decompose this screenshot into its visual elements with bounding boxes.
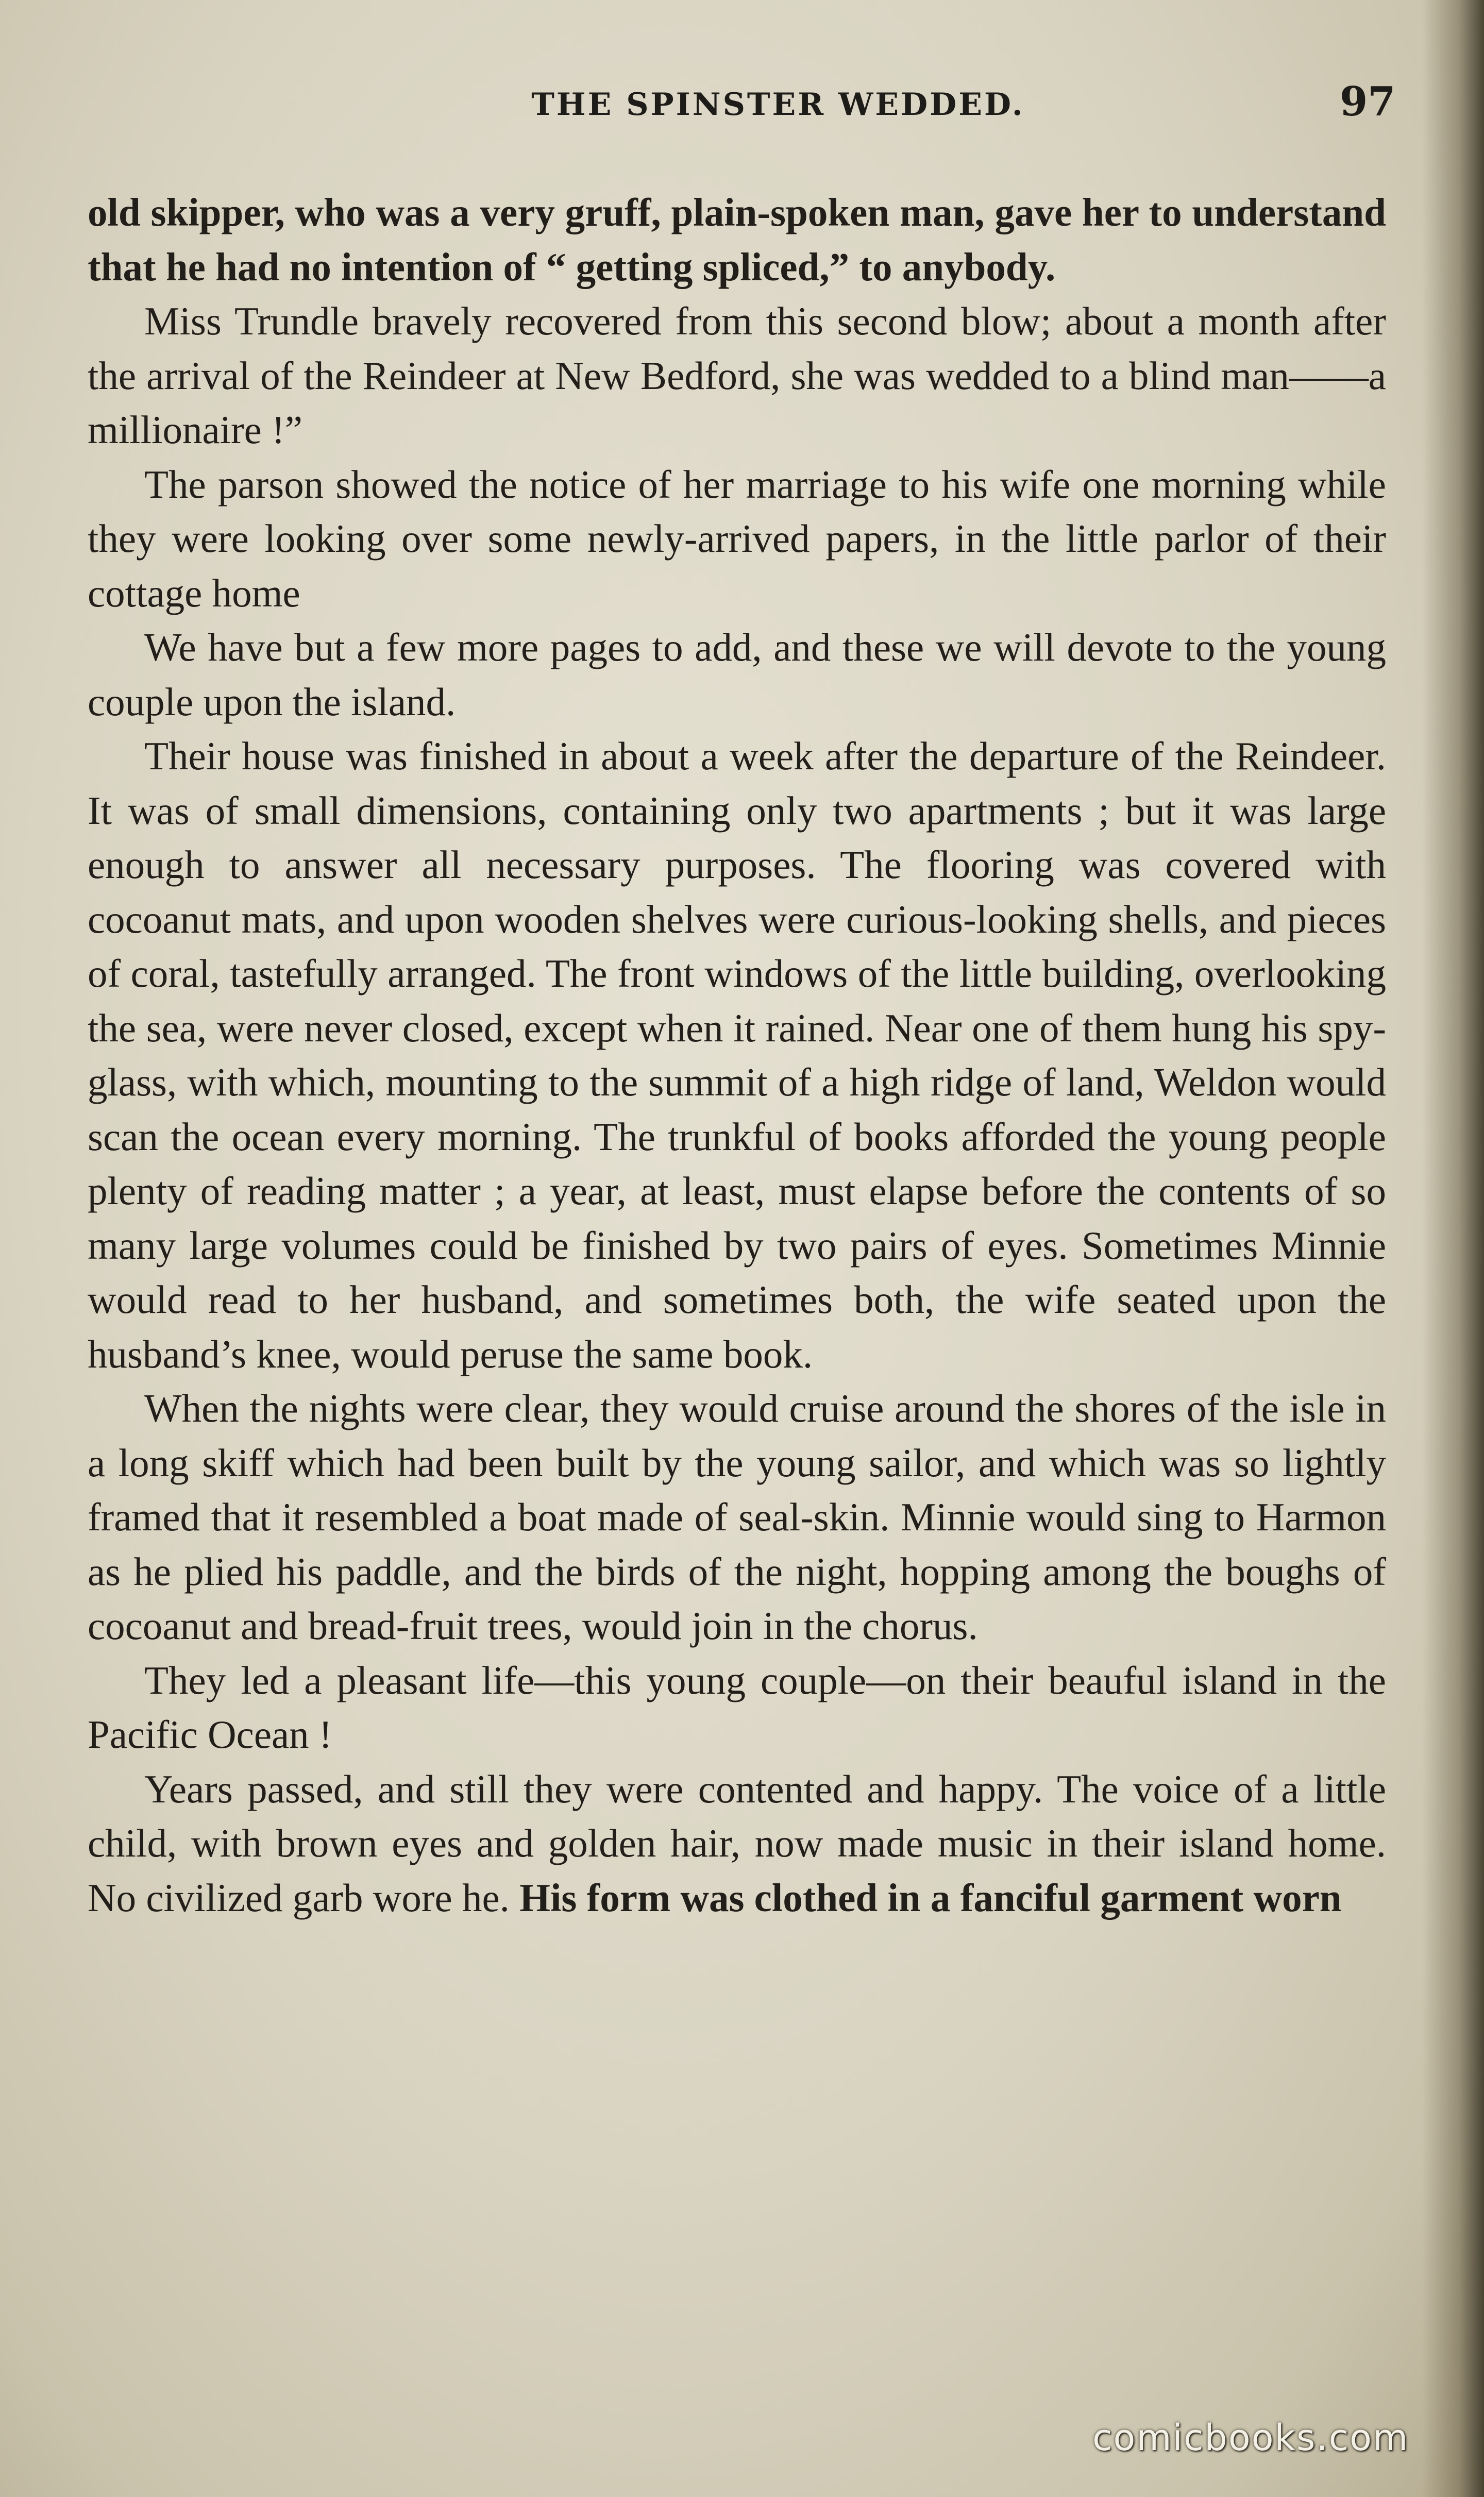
paragraph-4: We have but a few more pages to add, and these we will devote to the young couple upon the island. <box>88 625 1386 724</box>
running-title: THE SPINSTER WEDDED. <box>531 87 1025 123</box>
paragraph-2: Miss Trundle bravely recovered from this second blow; about a month after the arrival of the Reindeer at New Bedford, she was wedded to a blind man——a millionaire !” <box>88 299 1386 452</box>
page-number: 97 <box>1340 78 1396 125</box>
paragraph-6: When the nights were clear, they would cruise around the shores of the isle in a long skiff which had been built by the young sailor, and which was so lightly framed that it resembled a boat made of seal-skin. Minnie would sing to Harmon as he plied his paddle, and the birds of the night, hopping among the boughs of cocoanut and bread-fruit trees, would join in the chorus. <box>88 1386 1386 1648</box>
paragraph-7: They led a pleasant life—this young couple—on their beauful island in the Pacific Ocean ! <box>88 1658 1386 1757</box>
paragraph-8-text: Years passed, and still they were contented and happy. The voice of a little child, with brown eyes and golden hair, now made music in their island home. No civilized garb wore he. <box>88 1766 1386 1920</box>
body-text <box>88 185 1386 1925</box>
last-line-tail: His form was clothed in a fanciful garment worn <box>519 1875 1342 1920</box>
watermark: comicbooks.com <box>1092 2417 1409 2459</box>
paragraph-5: Their house was finished in about a week after the departure of the Reindeer. It was of small dimensions, containing only two apartments ; but it was large enough to answer all necessary purposes. The flooring was covered with cocoanut mats, and upon wooden shelves were curious-looking shells, and pieces of coral, tastefully arranged. The front windows of the little building, overlooking the sea, were never closed, except when it rained. Near one of them hung his spy-glass, with which, mounting to the summit of a high ridge of land, Weldon would scan the ocean every morning. The trunkful of books afforded the young people plenty of reading matter ; a year, at least, must elapse before the contents of so many large volumes could be finished by two pairs of eyes. Sometimes Minnie would read to her husband, and sometimes both, the wife seated upon the husband’s knee, would peruse the same book. <box>88 734 1386 1376</box>
paragraph-8 <box>88 1762 1386 1926</box>
paragraph-1: old skipper, who was a very gruff, plain-spoken man, gave her to understand that he had no intention of “ getting spliced,” to anybody. <box>88 190 1386 289</box>
paragraph-3: The parson showed the notice of her marriage to his wife one morning while they were looking over some newly-arrived papers, in the little parlor of their cottage home <box>88 462 1386 615</box>
page-edge-shadow <box>1422 0 1484 2497</box>
